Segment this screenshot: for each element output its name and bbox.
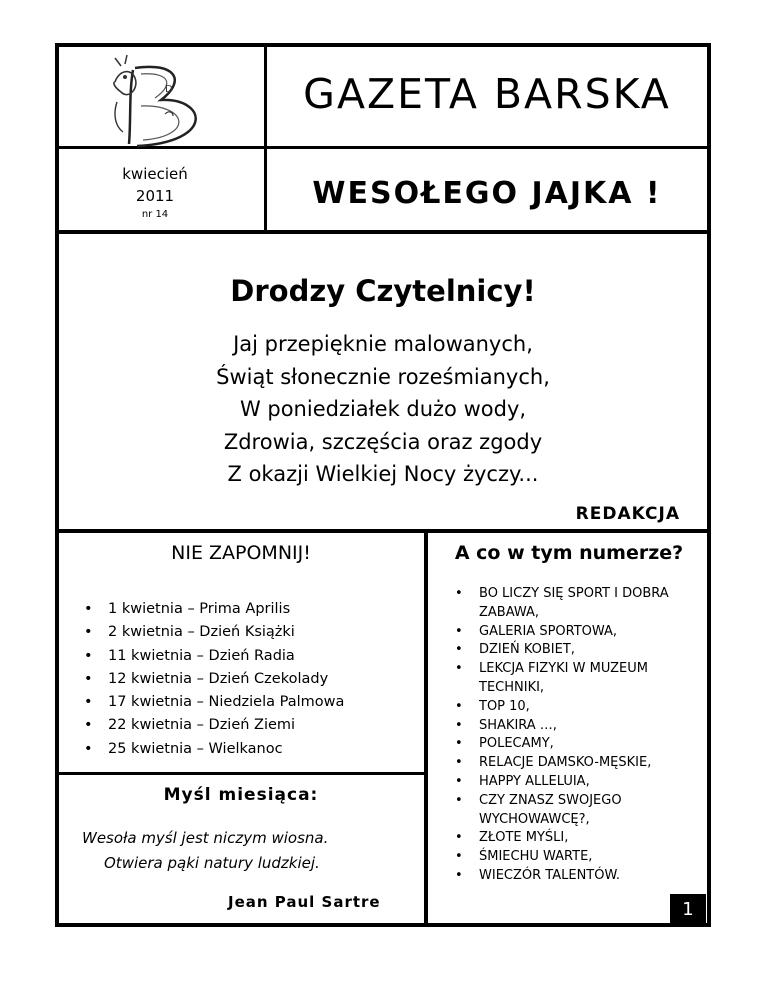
list-item: • CZY ZNASZ SWOJEGO WYCHOWAWCĘ?, xyxy=(455,792,705,830)
issue-year: 2011 xyxy=(135,187,175,205)
list-item: • HAPPY ALLELUIA, xyxy=(455,773,705,792)
thought-heading: Myśl miesiąca: xyxy=(163,785,319,805)
list-item: • ZŁOTE MYŚLI, xyxy=(455,829,705,848)
thought-quote xyxy=(82,826,328,876)
list-item: • POLECAMY, xyxy=(455,735,705,754)
list-item: • GALERIA SPORTOWA, xyxy=(455,623,705,642)
list-item: • SHAKIRA …, xyxy=(455,717,705,736)
list-item: • 25 kwietnia – Wielkanoc xyxy=(84,738,344,761)
contents-list xyxy=(455,585,705,886)
list-item: • TOP 10, xyxy=(455,698,705,717)
issue-subtitle: WESOŁEGO JAJKA ! xyxy=(312,176,662,211)
list-item: • DZIEŃ KOBIET, xyxy=(455,641,705,660)
greeting-signature: REDAKCJA xyxy=(575,504,680,524)
quote-author: Jean Paul Sartre xyxy=(228,893,381,911)
issue-info xyxy=(100,165,210,220)
divider-greeting xyxy=(55,529,711,533)
poem-line: Świąt słonecznie roześmianych, xyxy=(216,364,550,389)
poem-line: Zdrowia, szczęścia oraz zgody xyxy=(223,429,543,454)
divider-thought xyxy=(55,772,426,775)
issue-month: kwiecień xyxy=(122,165,188,183)
divider-columns xyxy=(424,529,428,927)
newspaper-title: GAZETA BARSKA xyxy=(303,70,671,118)
reminders-list xyxy=(84,598,344,761)
letter-b-logo-icon xyxy=(95,52,245,152)
list-item: • 2 kwietnia – Dzień Książki xyxy=(84,621,344,644)
list-item: • 1 kwietnia – Prima Aprilis xyxy=(84,598,344,621)
quote-line: Wesoła myśl jest niczym wiosna. xyxy=(82,829,329,847)
divider-subheader xyxy=(55,230,711,234)
reminders-heading: NIE ZAPOMNIJ! xyxy=(171,542,311,564)
divider-header-vertical xyxy=(264,43,267,233)
list-item: • 11 kwietnia – Dzień Radia xyxy=(84,645,344,668)
contents-heading: A co w tym numerze? xyxy=(454,542,684,564)
list-item: • LEKCJA FIZYKI W MUZEUM TECHNIKI, xyxy=(455,660,705,698)
list-item: • ŚMIECHU WARTE, xyxy=(455,848,705,867)
quote-line: Otwiera pąki natury ludzkiej. xyxy=(104,854,320,872)
list-item: • RELACJE DAMSKO-MĘSKIE, xyxy=(455,754,705,773)
greeting-heading: Drodzy Czytelnicy! xyxy=(230,274,536,308)
issue-number: nr 14 xyxy=(141,209,169,220)
list-item: • 17 kwietnia – Niedziela Palmowa xyxy=(84,691,344,714)
poem-line: Z okazji Wielkiej Nocy życzy... xyxy=(227,462,539,486)
poem-line: Jaj przepięknie malowanych, xyxy=(233,332,533,356)
page-number: 1 xyxy=(670,894,706,924)
poem-line: W poniedziałek dużo wody, xyxy=(239,397,527,421)
list-item: • WIECZÓR TALENTÓW. xyxy=(455,867,705,886)
list-item: • 22 kwietnia – Dzień Ziemi xyxy=(84,714,344,737)
greeting-poem xyxy=(60,328,706,491)
list-item: • 12 kwietnia – Dzień Czekolady xyxy=(84,668,344,691)
list-item: • BO LICZY SIĘ SPORT I DOBRA ZABAWA, xyxy=(455,585,705,623)
svg-text:D: D xyxy=(165,84,173,95)
